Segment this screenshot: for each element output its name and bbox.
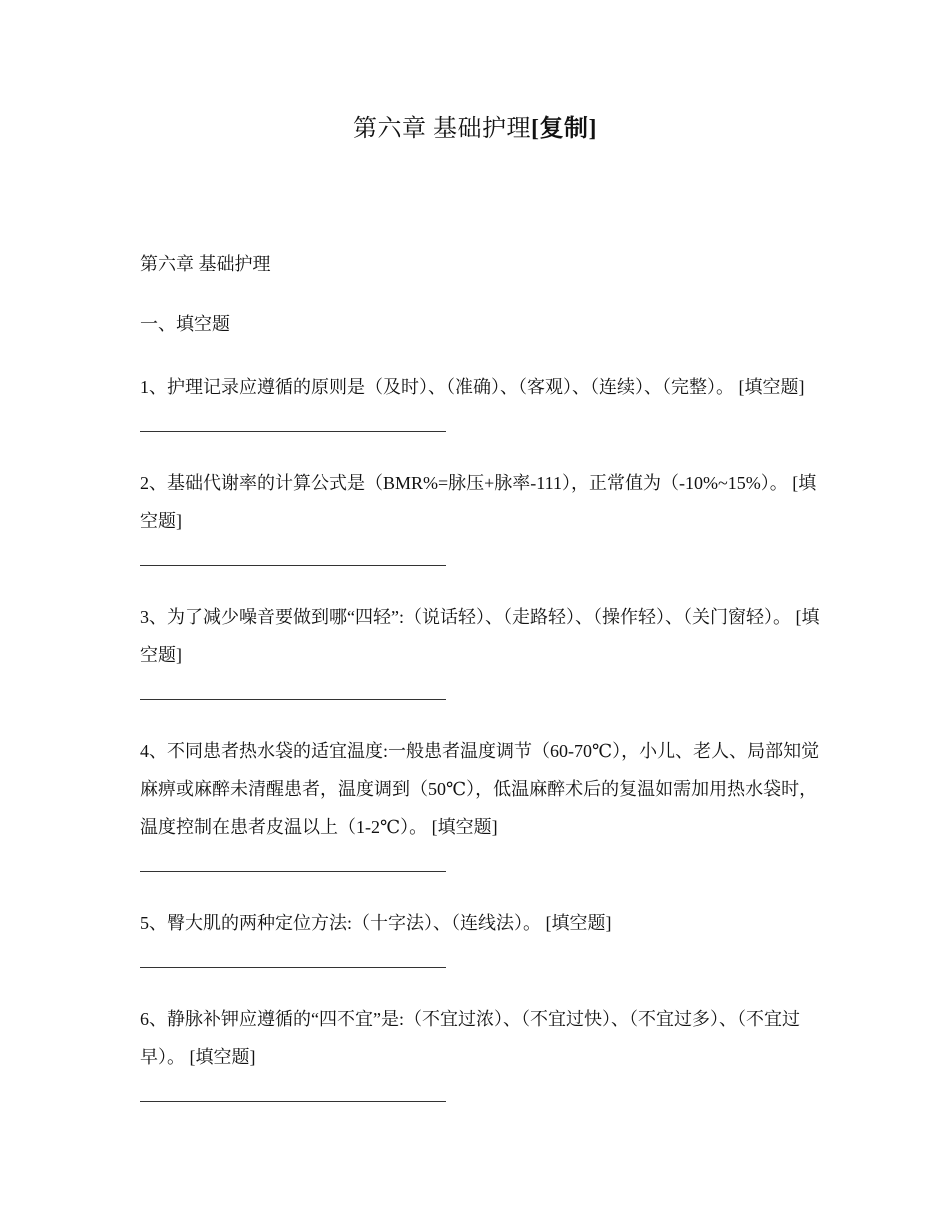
page-title-text: 第六章 基础护理 (353, 116, 531, 142)
question-item (140, 732, 820, 872)
question-text (140, 368, 820, 406)
question-type-tag: [填空题] (140, 607, 820, 665)
question-item (140, 904, 820, 968)
page-title (0, 108, 950, 143)
question-text (140, 904, 820, 942)
section-heading: 一、填空题 (140, 314, 230, 334)
question-body: 6、静脉补钾应遵循的“四不宜”是:（不宜过浓）、（不宜过快）、（不宜过多）、（不宜过早）。 (140, 1009, 800, 1067)
question-text (140, 732, 820, 846)
question-body: 3、为了减少噪音要做到哪“四轻”:（说话轻）、（走路轻）、（操作轻）、（关门窗轻）。 (140, 607, 791, 627)
question-item (140, 368, 820, 432)
question-text (140, 464, 820, 540)
answer-blank-line[interactable] (140, 1101, 446, 1102)
question-text (140, 598, 820, 674)
question-type-tag: [填空题] (431, 817, 498, 837)
question-type-tag: [填空题] (140, 473, 817, 531)
answer-blank-line[interactable] (140, 431, 446, 432)
question-body: 5、臀大肌的两种定位方法:（十字法）、（连线法）。 (140, 913, 541, 933)
answer-blank-line[interactable] (140, 565, 446, 566)
question-type-tag: [填空题] (545, 913, 612, 933)
answer-blank-line[interactable] (140, 967, 446, 968)
document-body (140, 248, 820, 1134)
question-item (140, 1000, 820, 1102)
question-type-tag: [填空题] (738, 377, 805, 397)
question-body: 1、护理记录应遵循的原则是（及时）、（准确）、（客观）、（连续）、（完整）。 (140, 377, 734, 397)
question-type-tag: [填空题] (189, 1047, 256, 1067)
question-text (140, 1000, 820, 1076)
page-title-suffix: [复制] (531, 116, 597, 142)
answer-blank-line[interactable] (140, 871, 446, 872)
answer-blank-line[interactable] (140, 699, 446, 700)
question-item (140, 598, 820, 700)
question-item (140, 464, 820, 566)
chapter-heading: 第六章 基础护理 (140, 254, 271, 274)
question-body: 2、基础代谢率的计算公式是（BMR%=脉压+脉率-111），正常值为（-10%~15%）。 (140, 473, 788, 493)
question-body: 4、不同患者热水袋的适宜温度:一般患者温度调节（60-70℃），小儿、老人、局部知觉麻痹或麻醉未清醒患者，温度调到（50℃），低温麻醉术后的复温如需加用热水袋时，温度控制在患者皮温以上（1-2℃）。 (140, 741, 820, 837)
